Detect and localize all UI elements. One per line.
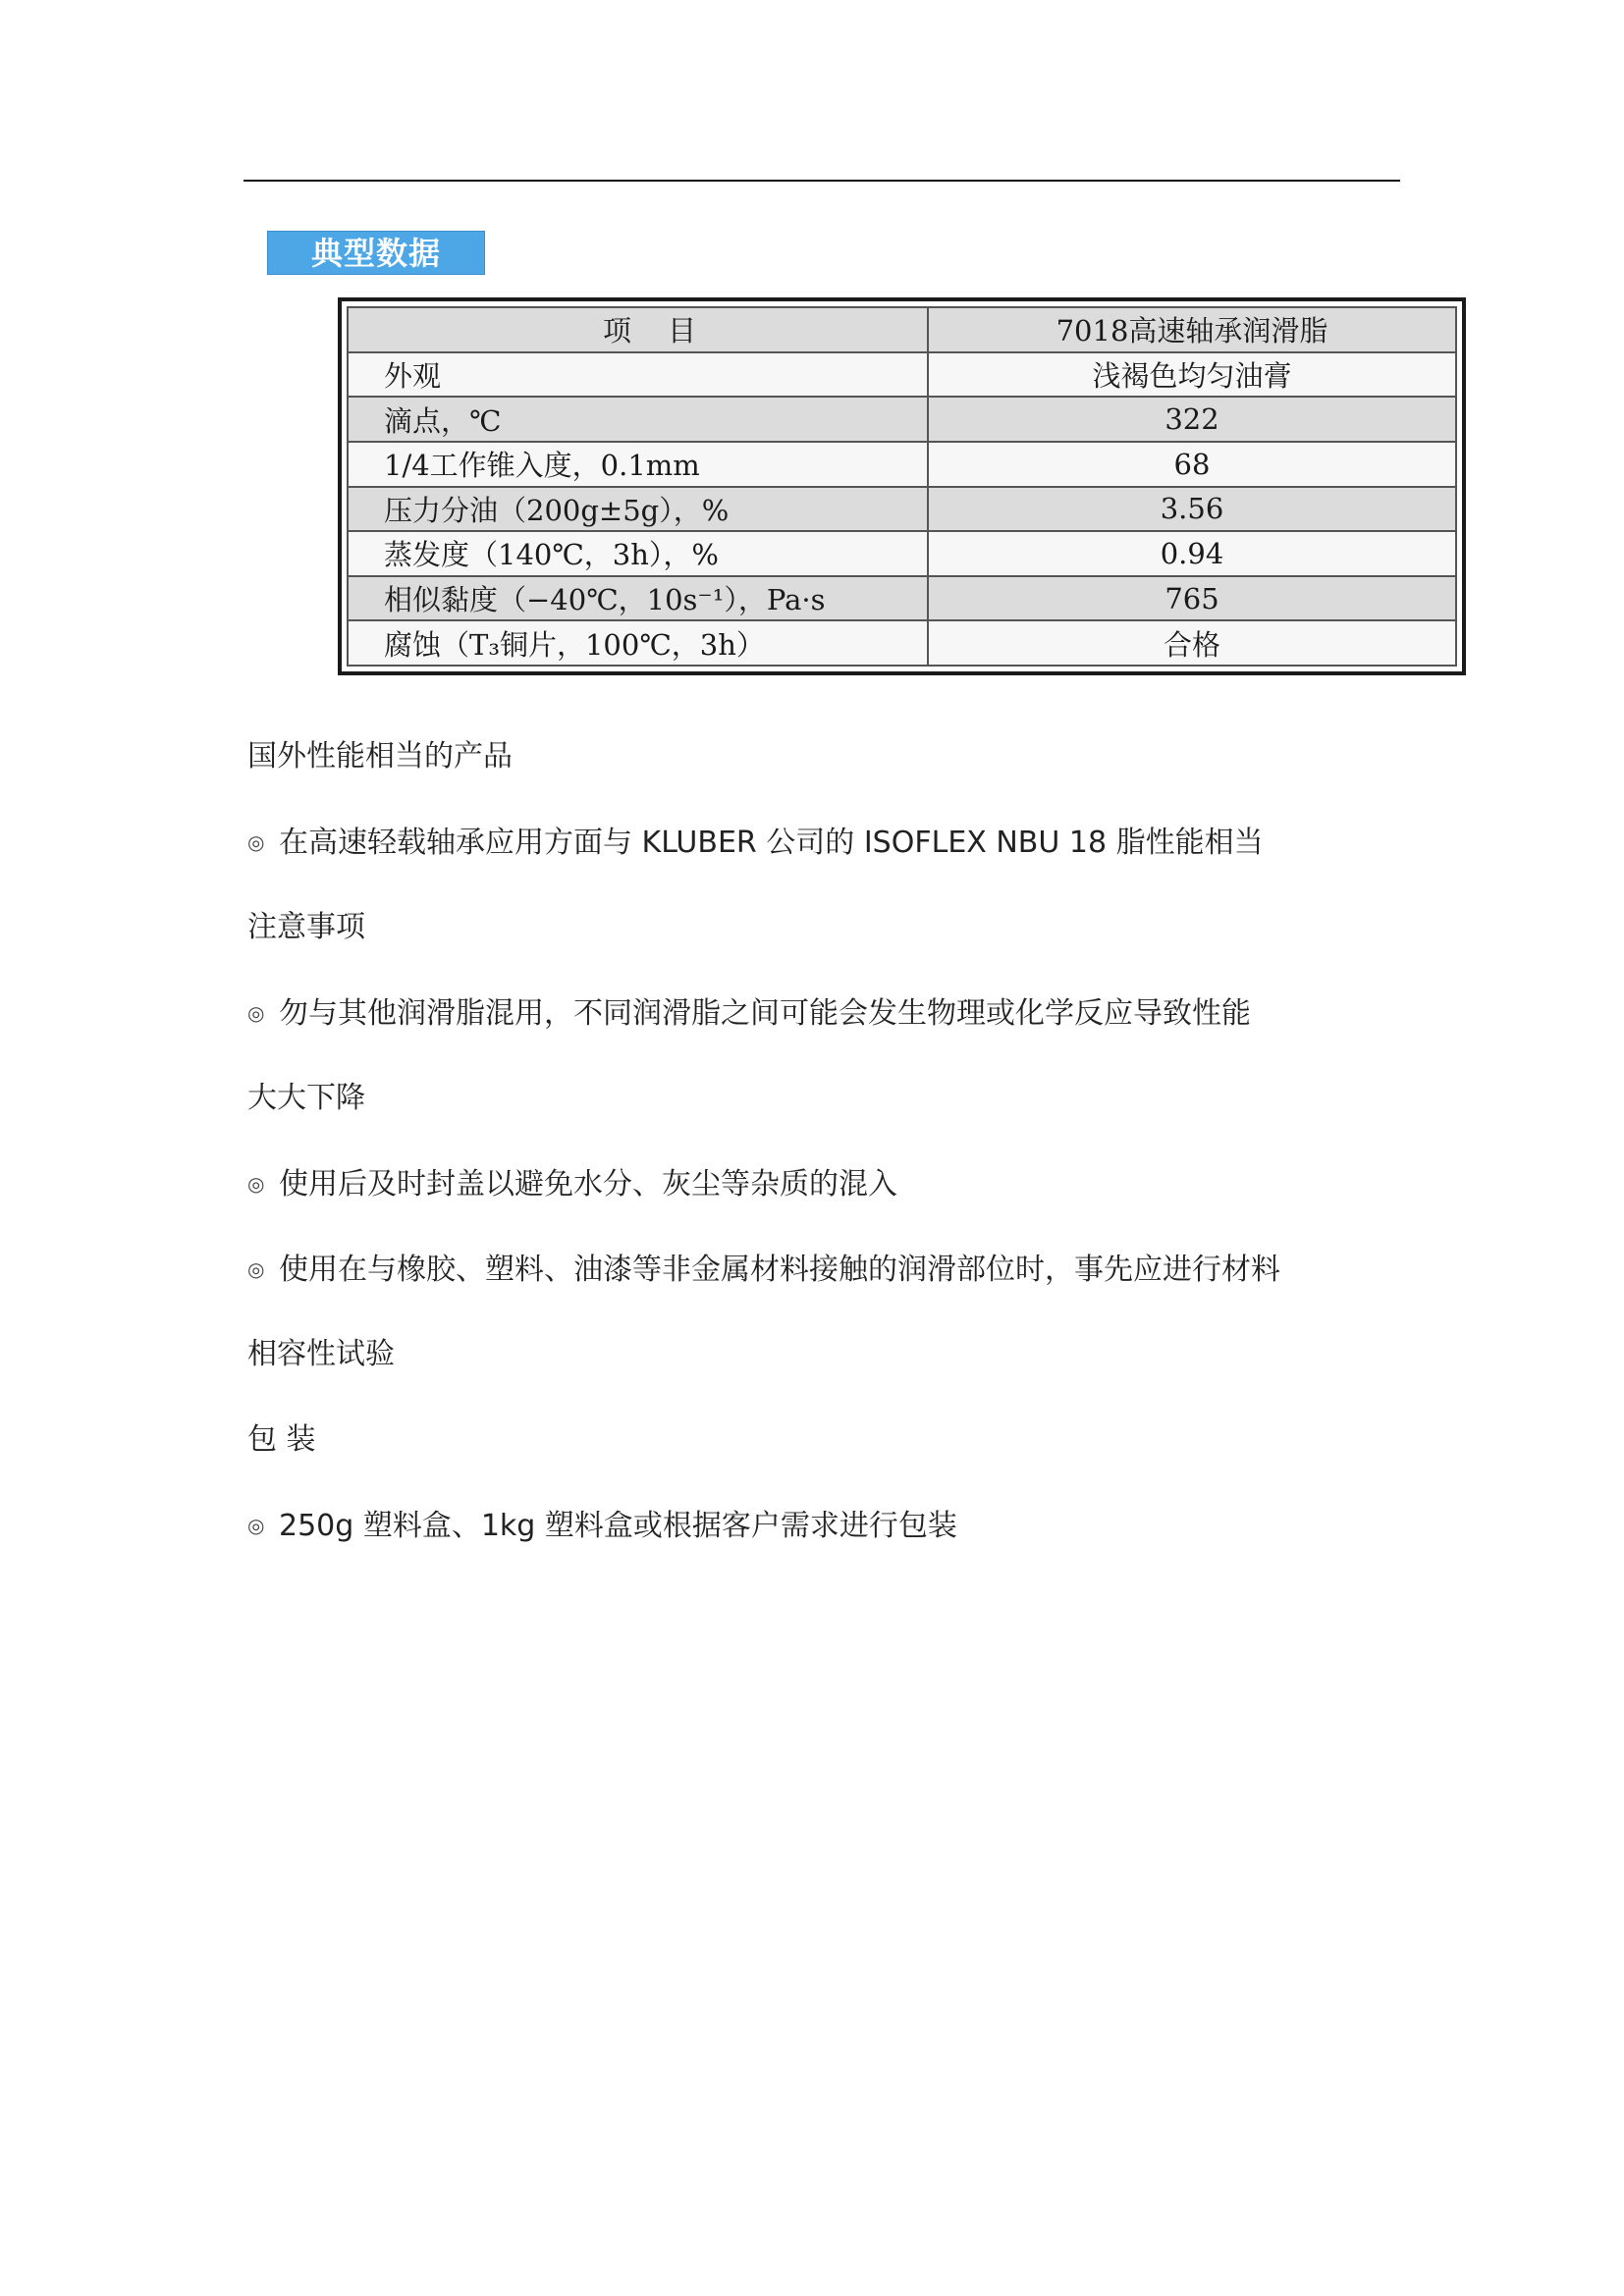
row-value: 322: [928, 397, 1456, 442]
bullet-icon: ◎: [247, 1514, 265, 1537]
row-value: 浅褐色均匀油膏: [928, 352, 1456, 398]
row-value: 68: [928, 442, 1456, 487]
notes-heading: 注意事项: [247, 910, 365, 944]
equivalent-product-item: [247, 823, 1264, 863]
table-row: [348, 531, 1456, 576]
packaging-text: 250g 塑料盒、1kg 塑料盒或根据客户需求进行包装: [279, 1509, 957, 1543]
row-value: 合格: [928, 620, 1456, 666]
table-row: [348, 442, 1456, 487]
header-item: 项 目: [348, 307, 928, 352]
row-value: 3.56: [928, 487, 1456, 532]
row-item: 蒸发度（140℃，3h），%: [348, 531, 928, 576]
note-3-text: 使用在与橡胶、塑料、油漆等非金属材料接触的润滑部位时，事先应进行材料: [279, 1253, 1280, 1287]
packaging-item: [247, 1506, 957, 1546]
row-value: 765: [928, 576, 1456, 621]
row-item: 相似黏度（−40℃，10s⁻¹），Pa·s: [348, 576, 928, 621]
top-rule: [244, 180, 1400, 182]
row-item: 腐蚀（T₃铜片，100℃，3h）: [348, 620, 928, 666]
note-1-continuation: 大大下降: [247, 1081, 365, 1115]
bullet-icon: ◎: [247, 830, 265, 854]
typical-data-table-frame: [338, 297, 1466, 675]
packaging-heading: 包 装: [247, 1422, 316, 1457]
header-product: 7018高速轴承润滑脂: [928, 307, 1456, 352]
bullet-icon: ◎: [247, 1172, 265, 1196]
section-title-badge: 典型数据: [267, 231, 485, 275]
row-item: 滴点，℃: [348, 397, 928, 442]
equivalent-products-heading: 国外性能相当的产品: [247, 739, 513, 774]
table-row: [348, 576, 1456, 621]
table-row: [348, 487, 1456, 532]
table-header-row: [348, 307, 1456, 352]
bullet-icon: ◎: [247, 1257, 265, 1281]
note-item-2: [247, 1164, 897, 1204]
note-1-text: 勿与其他润滑脂混用，不同润滑脂之间可能会发生物理或化学反应导致性能: [279, 996, 1251, 1031]
row-value: 0.94: [928, 531, 1456, 576]
bullet-icon: ◎: [247, 1001, 265, 1025]
table-row: [348, 620, 1456, 666]
note-item-1: [247, 993, 1251, 1034]
note-3-continuation: 相容性试验: [247, 1337, 395, 1371]
typical-data-table: [347, 306, 1457, 667]
equivalent-product-text: 在高速轻载轴承应用方面与 KLUBER 公司的 ISOFLEX NBU 18 脂性能相当: [279, 826, 1264, 860]
table-row: [348, 352, 1456, 398]
row-item: 外观: [348, 352, 928, 398]
table-row: [348, 397, 1456, 442]
row-item: 1/4工作锥入度，0.1mm: [348, 442, 928, 487]
row-item: 压力分油（200g±5g），%: [348, 487, 928, 532]
note-item-3: [247, 1250, 1280, 1290]
note-2-text: 使用后及时封盖以避免水分、灰尘等杂质的混入: [279, 1167, 897, 1201]
